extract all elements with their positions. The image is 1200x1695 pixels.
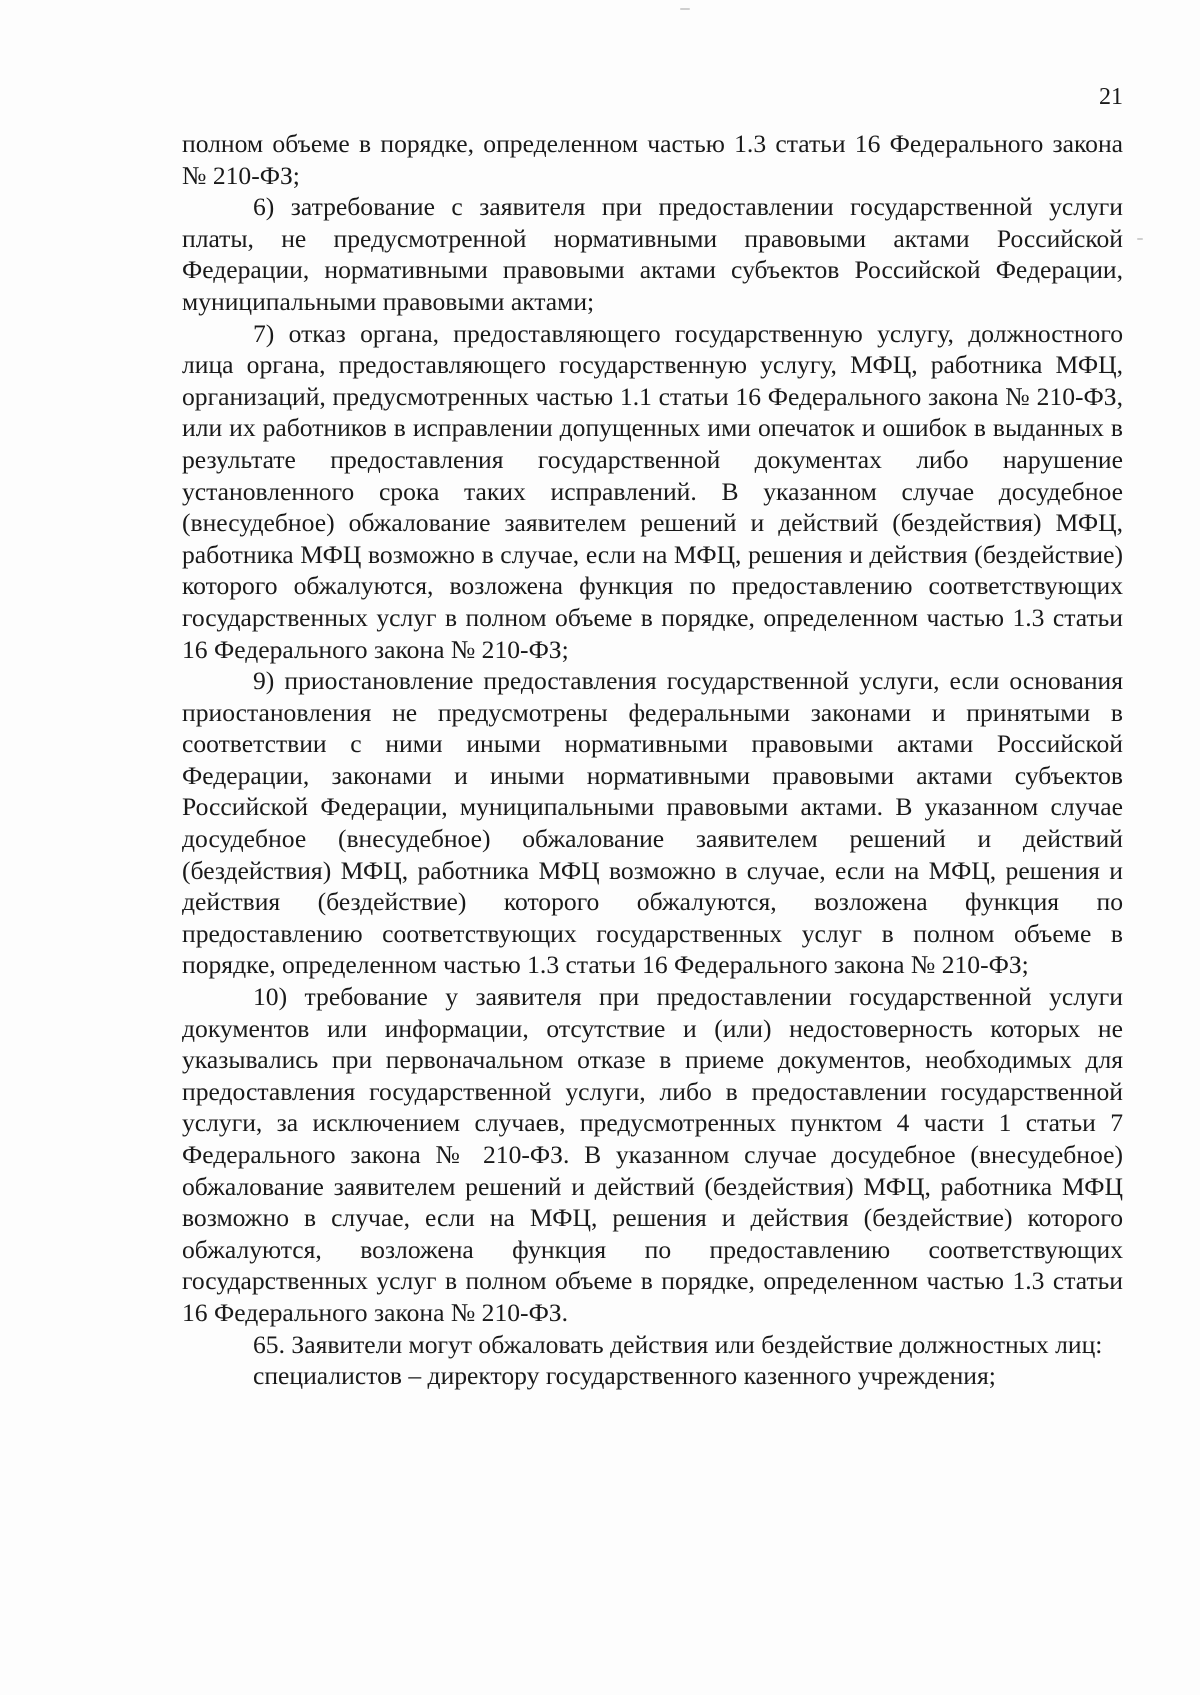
paragraph-item-7: 7) отказ органа, предоставляющего государственную услугу, должностного лица органа, предоставляющего государственную услугу, МФЦ, работника МФЦ, организаций, предусмотренных частью 1.1 статьи 16 Федерального закона № 210-ФЗ, или их работников в исправлении допущенных ими опечаток и ошибок в выданных в результате предоставления государственной документах либо нарушение установленного срока таких исправлений. В указанном случае досудебное (внесудебное) обжалование заявителем решений и действий (бездействия) МФЦ, работника МФЦ возможно в случае, если на МФЦ, решения и действия (бездействие) которого обжалуются, возложена функция по предоставлению соответствующих государственных услуг в полном объеме в порядке, определенном частью 1.3 статьи 16 Федерального закона № 210-ФЗ;: [182, 318, 1123, 664]
scan-artifact-right: [1137, 238, 1143, 240]
paragraph-section-65: 65. Заявители могут обжаловать действия или бездействие должностных лиц:: [253, 1329, 1103, 1359]
paragraph-item-6: 6) затребование с заявителя при предоставлении государственной услуги платы, не предусмотренной нормативными правовыми актами Российской Федерации, нормативными правовыми актами субъектов Российской Федерации, муниципальными правовыми актами;: [182, 192, 1123, 316]
paragraph-continuation: полном объеме в порядке, определенном частью 1.3 статьи 16 Федерального закона № 210-ФЗ;: [182, 129, 1123, 190]
paragraph-item-9: 9) приостановление предоставления государственной услуги, если основания приостановления не предусмотрены федеральными законами и принятыми в соответствии с ними иными нормативными правовыми актами Российской Федерации, законами и иными нормативными правовыми актами субъектов Российской Федерации, муниципальными правовыми актами. В указанном случае досудебное (внесудебное) обжалование заявителем решений и действий (бездействия) МФЦ, работника МФЦ возможно в случае, если на МФЦ, решения и действия (бездействие) которого обжалуются, возложена функция по предоставлению соответствующих государственных услуг в полном объеме в порядке, определенном частью 1.3 статьи 16 Федерального закона № 210-ФЗ;: [182, 666, 1123, 980]
paragraph-item-10: 10) требование у заявителя при предоставлении государственной услуги документов или информации, отсутствие и (или) недостоверность которых не указывались при первоначальном отказе в приеме документов, необходимых для предоставления государственной услуги, либо в предоставлении государственной услуги, за исключением случаев, предусмотренных пунктом 4 части 1 статьи 7 Федерального закона № 210-ФЗ. В указанном случае досудебное (внесудебное) обжалование заявителем решений и действий (бездействия) МФЦ, работника МФЦ возможно в случае, если на МФЦ, решения и действия (бездействие) которого обжалуются, возложена функция по предоставлению соответствующих государственных услуг в полном объеме в порядке, определенном частью 1.3 статьи 16 Федерального закона № 210-ФЗ.: [182, 982, 1123, 1327]
scan-artifact-top: [680, 8, 690, 10]
document-body: [182, 128, 1123, 1392]
paragraph-specialists: специалистов – директору государственного казенного учреждения;: [253, 1361, 996, 1391]
page-number: 21: [1099, 84, 1123, 110]
